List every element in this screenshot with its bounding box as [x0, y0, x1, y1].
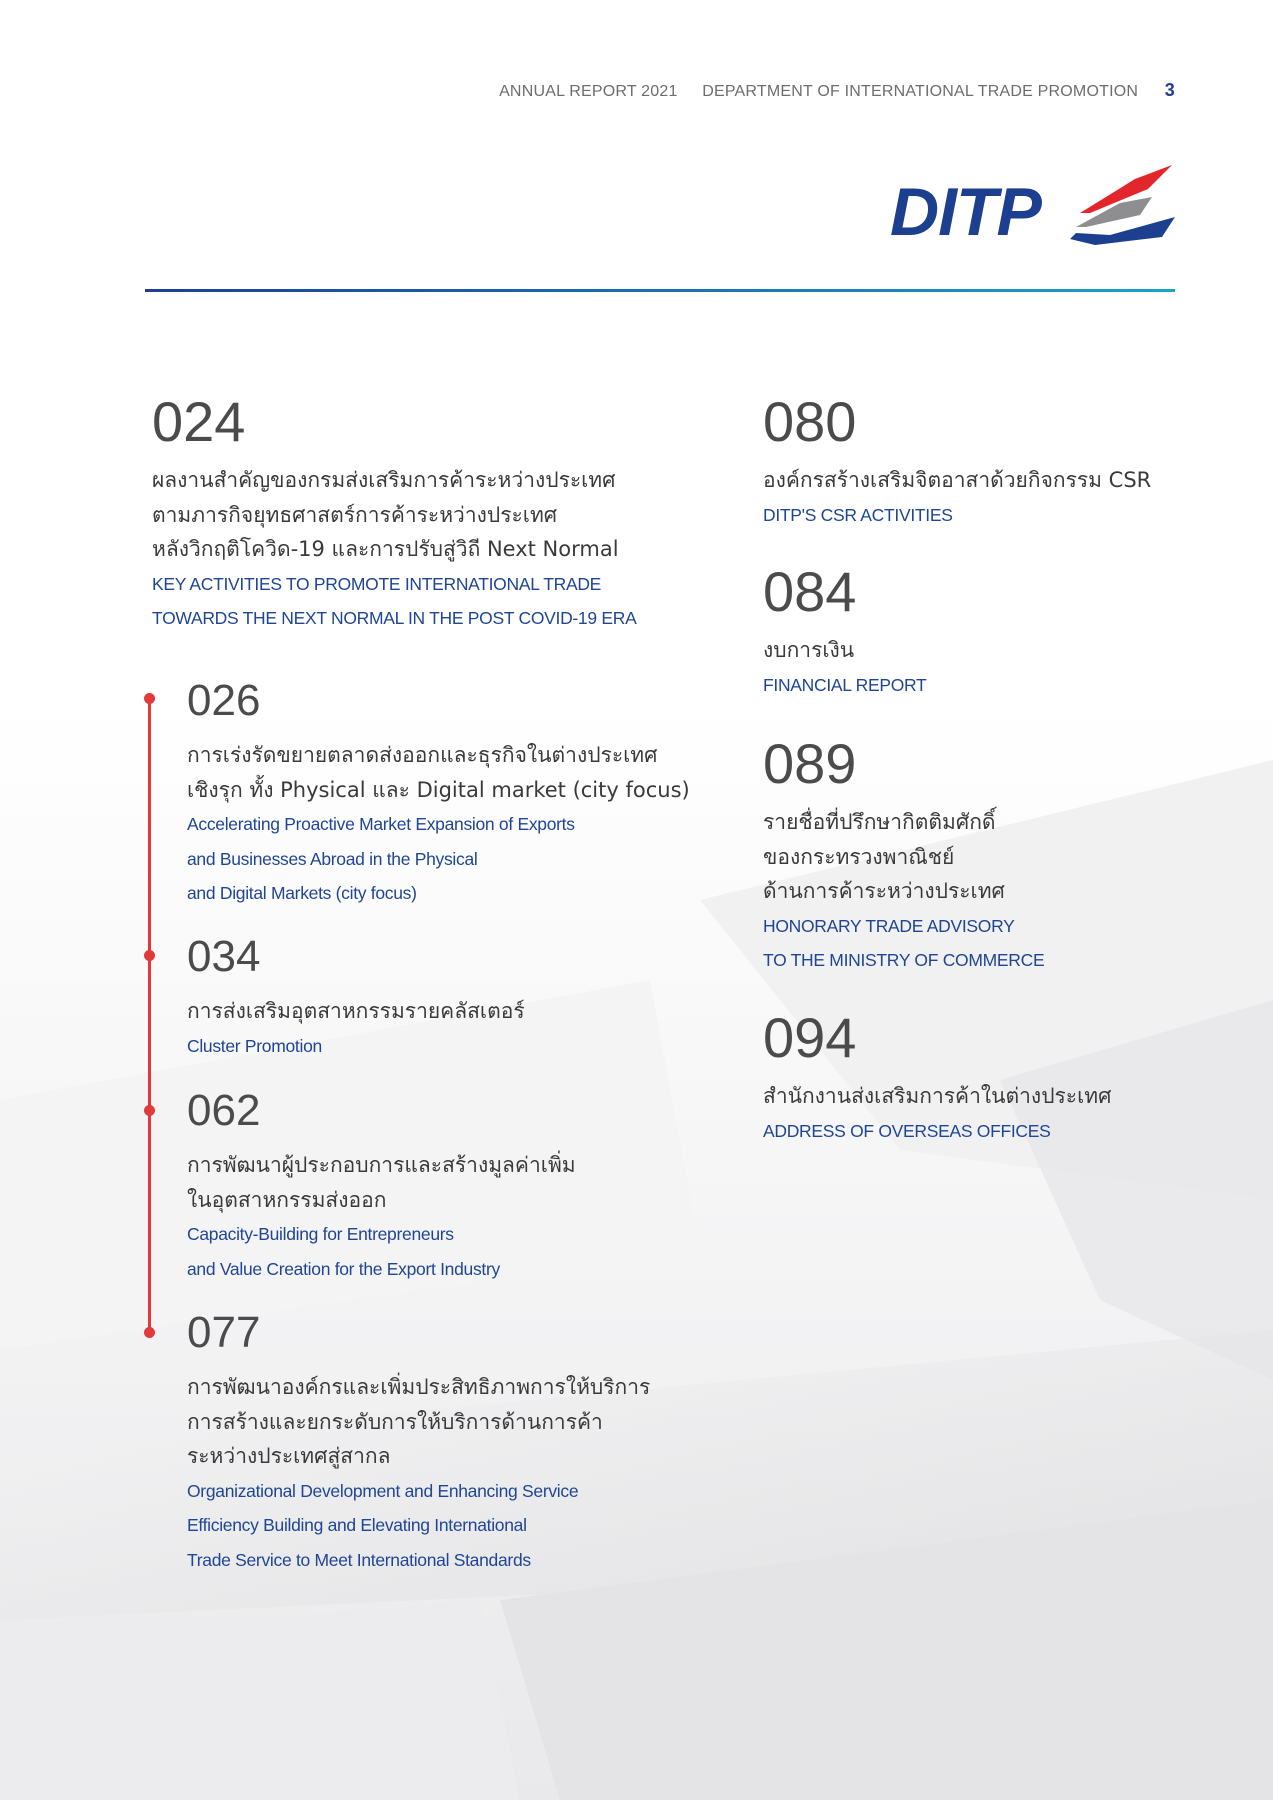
toc-english-title: Organizational Development and Enhancing Service [187, 1480, 579, 1501]
header-divider [145, 289, 1175, 292]
toc-thai-title: การส่งเสริมอุตสาหกรรมรายคลัสเตอร์ [187, 999, 525, 1023]
toc-page-number: 034 [187, 932, 261, 981]
toc-entry-034[interactable] [187, 933, 525, 1063]
toc-thai-title: สำนักงานส่งเสริมการค้าในต่างประเทศ [763, 1084, 1112, 1108]
toc-english-title: HONORARY TRADE ADVISORY [763, 915, 1015, 936]
toc-english-title: and Digital Markets (city focus) [187, 883, 417, 903]
timeline-line [148, 698, 151, 1332]
toc-english-title: Efficiency Building and Elevating International [187, 1515, 527, 1535]
timeline-dot [144, 693, 155, 704]
toc-thai-title: ระหว่างประเทศสู่สากล [187, 1444, 391, 1468]
toc-thai-title: ของกระทรวงพาณิชย์ [763, 844, 955, 869]
toc-page-number: 094 [763, 1006, 857, 1069]
toc-thai-title: การเร่งรัดขยายตลาดส่งออกและธุรกิจในต่างประเทศ [187, 743, 658, 767]
toc-thai-title: การพัฒนาองค์กรและเพิ่มประสิทธิภาพการให้บริการ [187, 1375, 651, 1399]
toc-page-number: 062 [187, 1086, 261, 1135]
toc-english-title: and Value Creation for the Export Industry [187, 1258, 500, 1279]
toc-thai-title: ผลงานสำคัญของกรมส่งเสริมการค้าระหว่างประเทศ [152, 468, 616, 492]
timeline-dot [144, 950, 155, 961]
toc-page-number: 026 [187, 676, 261, 725]
toc-page-number: 084 [763, 560, 857, 623]
toc-entry-026[interactable] [187, 677, 690, 911]
toc-english-title: Accelerating Proactive Market Expansion of Exports [187, 814, 575, 834]
toc-thai-title: ด้านการค้าระหว่างประเทศ [763, 879, 1005, 903]
toc-page-number: 080 [763, 390, 857, 453]
toc-entry-089[interactable] [763, 734, 1044, 978]
toc-entry-080[interactable] [763, 392, 1151, 532]
toc-entry-077[interactable] [187, 1309, 650, 1577]
toc-english-title: Cluster Promotion [187, 1035, 322, 1056]
toc-thai-title: การสร้างและยกระดับการให้บริการด้านการค้า [187, 1409, 603, 1434]
running-header [479, 80, 1175, 101]
toc-entry-084[interactable] [763, 562, 926, 702]
timeline-dot [144, 1327, 155, 1338]
toc-english-title: KEY ACTIVITIES TO PROMOTE INTERNATIONAL TRADE [152, 573, 602, 594]
ditp-logo [890, 165, 1180, 245]
toc-thai-title: องค์กรสร้างเสริมจิตอาสาด้วยกิจกรรม CSR [763, 468, 1152, 492]
toc-page-number: 024 [152, 390, 246, 453]
toc-english-title: Trade Service to Meet International Standards [187, 1549, 531, 1570]
toc-thai-title: งบการเงิน [763, 638, 855, 662]
toc-english-title: FINANCIAL REPORT [763, 674, 927, 695]
timeline-dot [144, 1105, 155, 1116]
toc-entry-062[interactable] [187, 1087, 576, 1286]
toc-page-number: 089 [763, 732, 857, 795]
header-report-title: ANNUAL REPORT 2021 [499, 83, 678, 100]
toc-thai-title: เชิงรุก ทั้ง Physical และ Digital market (city focus) [187, 777, 690, 802]
toc-thai-title: รายชื่อที่ปรึกษากิตติมศักดิ์ [763, 810, 996, 834]
toc-thai-title: ตามภารกิจยุทธศาสตร์การค้าระหว่างประเทศ [152, 502, 558, 527]
header-department: DEPARTMENT OF INTERNATIONAL TRADE PROMOTION [702, 83, 1139, 100]
toc-entry-094[interactable] [763, 1008, 1111, 1148]
toc-english-title: TOWARDS THE NEXT NORMAL IN THE POST COVID-19 ERA [152, 608, 637, 628]
svg-text:DITP: DITP [890, 174, 1041, 245]
toc-english-title: and Businesses Abroad in the Physical [187, 848, 478, 869]
toc-english-title: DITP'S CSR ACTIVITIES [763, 504, 953, 525]
toc-page-number: 077 [187, 1308, 261, 1357]
page-number: 3 [1164, 80, 1175, 100]
toc-entry-024[interactable] [152, 392, 636, 636]
toc-thai-title: การพัฒนาผู้ประกอบการและสร้างมูลค่าเพิ่ม [187, 1153, 576, 1177]
toc-english-title: ADDRESS OF OVERSEAS OFFICES [763, 1120, 1051, 1141]
toc-english-title: TO THE MINISTRY OF COMMERCE [763, 950, 1045, 970]
toc-thai-title: หลังวิกฤติโควิด-19 และการปรับสู่วิถี Next Normal [152, 537, 619, 561]
toc-thai-title: ในอุตสาหกรรมส่งออก [187, 1187, 387, 1212]
toc-english-title: Capacity-Building for Entrepreneurs [187, 1224, 454, 1244]
